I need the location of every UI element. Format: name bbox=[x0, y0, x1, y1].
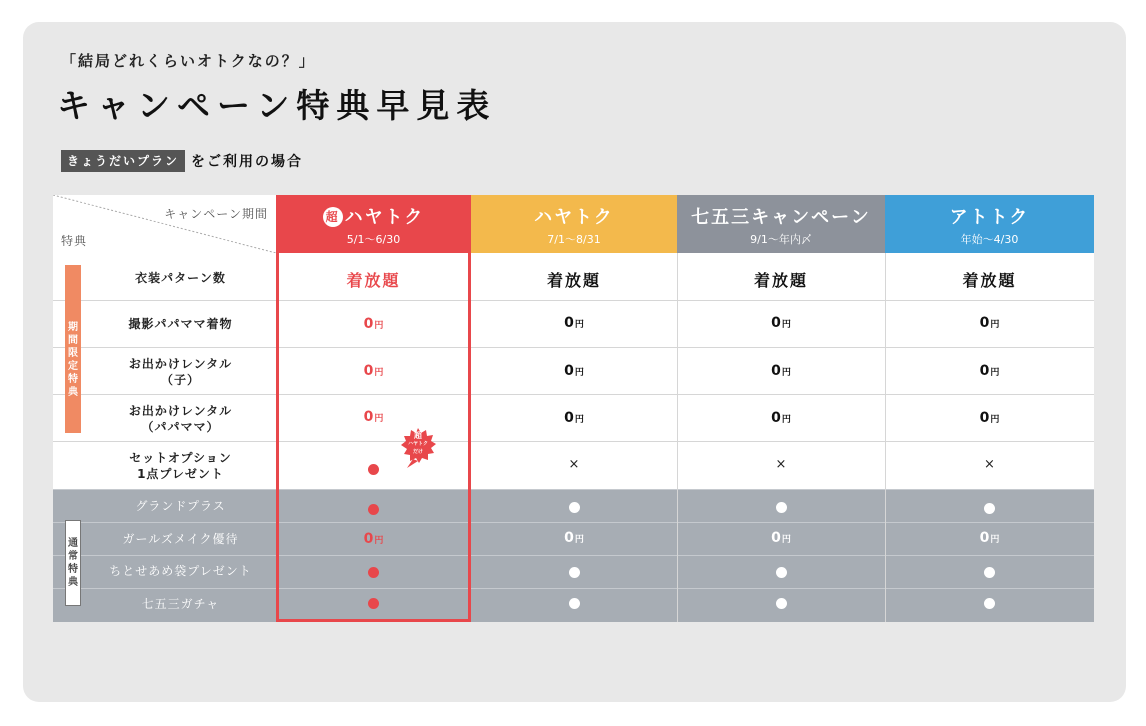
row-label-grand-plus: グランドプラス bbox=[135, 499, 226, 513]
cell-check bbox=[885, 502, 1094, 518]
cell-check bbox=[276, 503, 471, 519]
cell-check bbox=[276, 597, 471, 613]
cell-cross: × bbox=[775, 457, 787, 472]
cell: 0円 bbox=[979, 315, 1000, 331]
chou-badge: 超 bbox=[323, 207, 343, 227]
cell-check bbox=[471, 501, 677, 517]
cell: 0円 bbox=[363, 409, 384, 425]
column-header-hayatoku bbox=[471, 195, 677, 253]
cell-check bbox=[276, 463, 471, 479]
cell: 0円 bbox=[363, 363, 384, 379]
plan-badge: きょうだいプラン bbox=[61, 150, 185, 172]
cell: 0円 bbox=[771, 315, 791, 331]
subtitle: 「結局どれくらいオトクなの？」 bbox=[61, 52, 316, 70]
cell: 0円 bbox=[771, 363, 791, 379]
normal-group-label: 通常特典 bbox=[68, 538, 78, 588]
cell: 0円 bbox=[564, 410, 584, 426]
cell-check bbox=[276, 566, 471, 582]
row-label-girls-makeup: ガールズメイク優待 bbox=[122, 532, 239, 546]
header-corner bbox=[53, 195, 276, 254]
cell-check bbox=[677, 501, 885, 517]
dot-icon bbox=[569, 502, 580, 513]
cell: 着放題 bbox=[753, 271, 808, 290]
row-label-gacha: 七五三ガチャ bbox=[141, 597, 220, 611]
cell-cross: × bbox=[984, 457, 995, 472]
column-header-shichigosan bbox=[677, 195, 885, 253]
cell: 0円 bbox=[979, 410, 1000, 426]
column-name: ハヤトク bbox=[534, 207, 614, 228]
cell-check bbox=[471, 597, 677, 613]
row-label-parent-kimono: 撮影パパママ着物 bbox=[128, 317, 233, 331]
chou-hayatoku-only-badge: 超 ハヤトク だけ bbox=[399, 426, 437, 472]
dot-icon bbox=[776, 567, 787, 578]
cell: 0円 bbox=[363, 316, 384, 332]
dot-icon bbox=[984, 567, 995, 578]
cell-cross: × bbox=[568, 457, 580, 472]
cell: 着放題 bbox=[546, 271, 601, 290]
cell: 0円 bbox=[564, 315, 584, 331]
page-title: キャンペーン特典早見表 bbox=[57, 86, 497, 125]
cell: 0円 bbox=[564, 530, 584, 546]
row-label-set-option: セットオプション 1点プレゼント bbox=[129, 451, 232, 481]
dot-icon bbox=[984, 503, 995, 514]
cell-check bbox=[677, 566, 885, 582]
dot-icon bbox=[569, 567, 580, 578]
cell: 0円 bbox=[363, 531, 384, 547]
cell: 0円 bbox=[979, 363, 1000, 379]
limited-benefit-bar bbox=[65, 265, 81, 433]
normal-benefit-bar bbox=[65, 520, 81, 606]
row-label-chitose-ame: ちとせあめ袋プレゼント bbox=[109, 564, 252, 578]
dot-icon bbox=[368, 598, 379, 609]
plan-line bbox=[61, 150, 303, 172]
row-label-rental-child: お出かけレンタル （子） bbox=[128, 357, 233, 387]
plan-text: をご利用の場合 bbox=[191, 154, 304, 170]
column-dates: 5/1〜6/30 bbox=[346, 233, 401, 246]
corner-period-label: キャンペーン期間 bbox=[164, 207, 268, 221]
cell: 0円 bbox=[771, 530, 791, 546]
cell: 着放題 bbox=[962, 271, 1017, 290]
dot-icon bbox=[368, 504, 379, 515]
cell: 0円 bbox=[564, 363, 584, 379]
cell-check bbox=[471, 566, 677, 582]
row-label-rental-parent: お出かけレンタル （パパママ） bbox=[128, 404, 233, 434]
column-dates: 年始〜4/30 bbox=[960, 233, 1019, 246]
dot-icon bbox=[569, 598, 580, 609]
campaign-table bbox=[53, 195, 1094, 622]
dot-icon bbox=[368, 567, 379, 578]
dot-icon bbox=[984, 598, 995, 609]
column-dates: 9/1〜年内〆 bbox=[750, 233, 812, 246]
cell-check bbox=[677, 597, 885, 613]
dot-icon bbox=[776, 502, 787, 513]
cell-check bbox=[885, 566, 1094, 582]
column-header-chou-hayatoku bbox=[276, 195, 471, 253]
column-dates: 7/1〜8/31 bbox=[547, 233, 601, 246]
cell: 着放題 bbox=[346, 271, 401, 290]
column-name: ハヤトク bbox=[344, 207, 425, 228]
column-name: アトトク bbox=[949, 207, 1030, 228]
corner-benefit-label: 特典 bbox=[61, 234, 88, 248]
limited-group-label: 期間限定特典 bbox=[68, 322, 78, 398]
cell: 0円 bbox=[771, 410, 791, 426]
row-label-costume: 衣装パターン数 bbox=[135, 271, 226, 285]
dot-icon bbox=[368, 464, 379, 475]
column-name: 七五三キャンペーン bbox=[691, 207, 871, 228]
column-header-atotoku bbox=[885, 195, 1094, 253]
cell-check bbox=[885, 597, 1094, 613]
cell: 0円 bbox=[979, 530, 1000, 546]
dot-icon bbox=[776, 598, 787, 609]
